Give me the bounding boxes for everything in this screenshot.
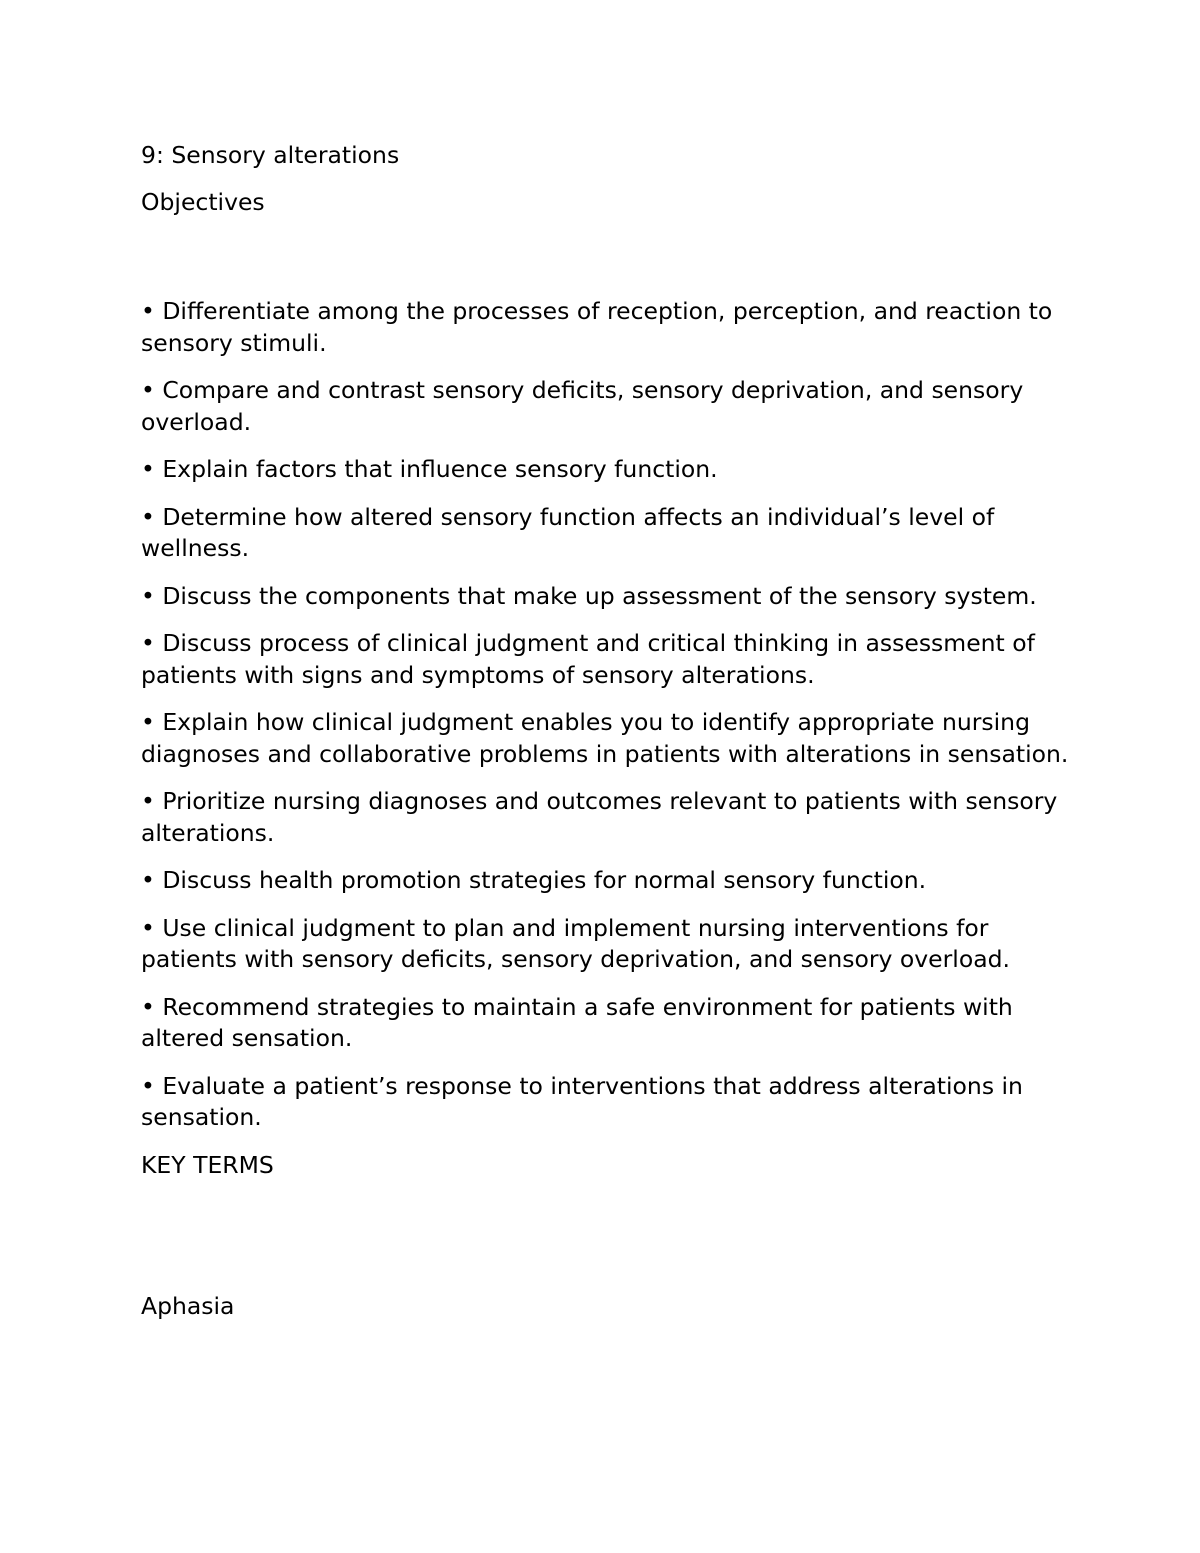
key-term-item: Aphasia xyxy=(141,1292,235,1320)
objective-item: • Compare and contrast sensory deficits, sensory deprivation, and sensory overload. xyxy=(141,376,1024,436)
objective-item: • Explain factors that influence sensory function. xyxy=(141,455,718,483)
objective-item: • Differentiate among the processes of reception, perception, and reaction to sensory stimuli. xyxy=(141,297,1053,357)
objective-item: • Determine how altered sensory function affects an individual’s level of wellness. xyxy=(141,502,995,562)
objective-item: • Prioritize nursing diagnoses and outcomes relevant to patients with sensory alterations. xyxy=(141,787,1058,847)
chapter-title: 9: Sensory alterations xyxy=(141,141,400,169)
objective-item: • Explain how clinical judgment enables you to identify appropriate nursing diagnoses and collaborative problems in patients with alterations in sensation. xyxy=(141,708,1069,768)
objectives-heading: Objectives xyxy=(141,187,265,216)
key-terms-heading: KEY TERMS xyxy=(141,1150,274,1179)
objective-item: • Discuss health promotion strategies for normal sensory function. xyxy=(141,866,927,894)
objective-item: • Recommend strategies to maintain a safe environment for patients with altered sensation. xyxy=(141,992,1013,1052)
document-body xyxy=(141,140,1071,1323)
objective-item: • Discuss the components that make up assessment of the sensory system. xyxy=(141,581,1037,610)
objective-item: • Discuss process of clinical judgment and critical thinking in assessment of patients with signs and symptoms of sensory alterations. xyxy=(141,629,1035,689)
objective-item: • Evaluate a patient’s response to interventions that address alterations in sensation. xyxy=(141,1071,1023,1131)
objective-item: • Use clinical judgment to plan and implement nursing interventions for patients with sensory deficits, sensory deprivation, and sensory overload. xyxy=(141,913,1010,973)
